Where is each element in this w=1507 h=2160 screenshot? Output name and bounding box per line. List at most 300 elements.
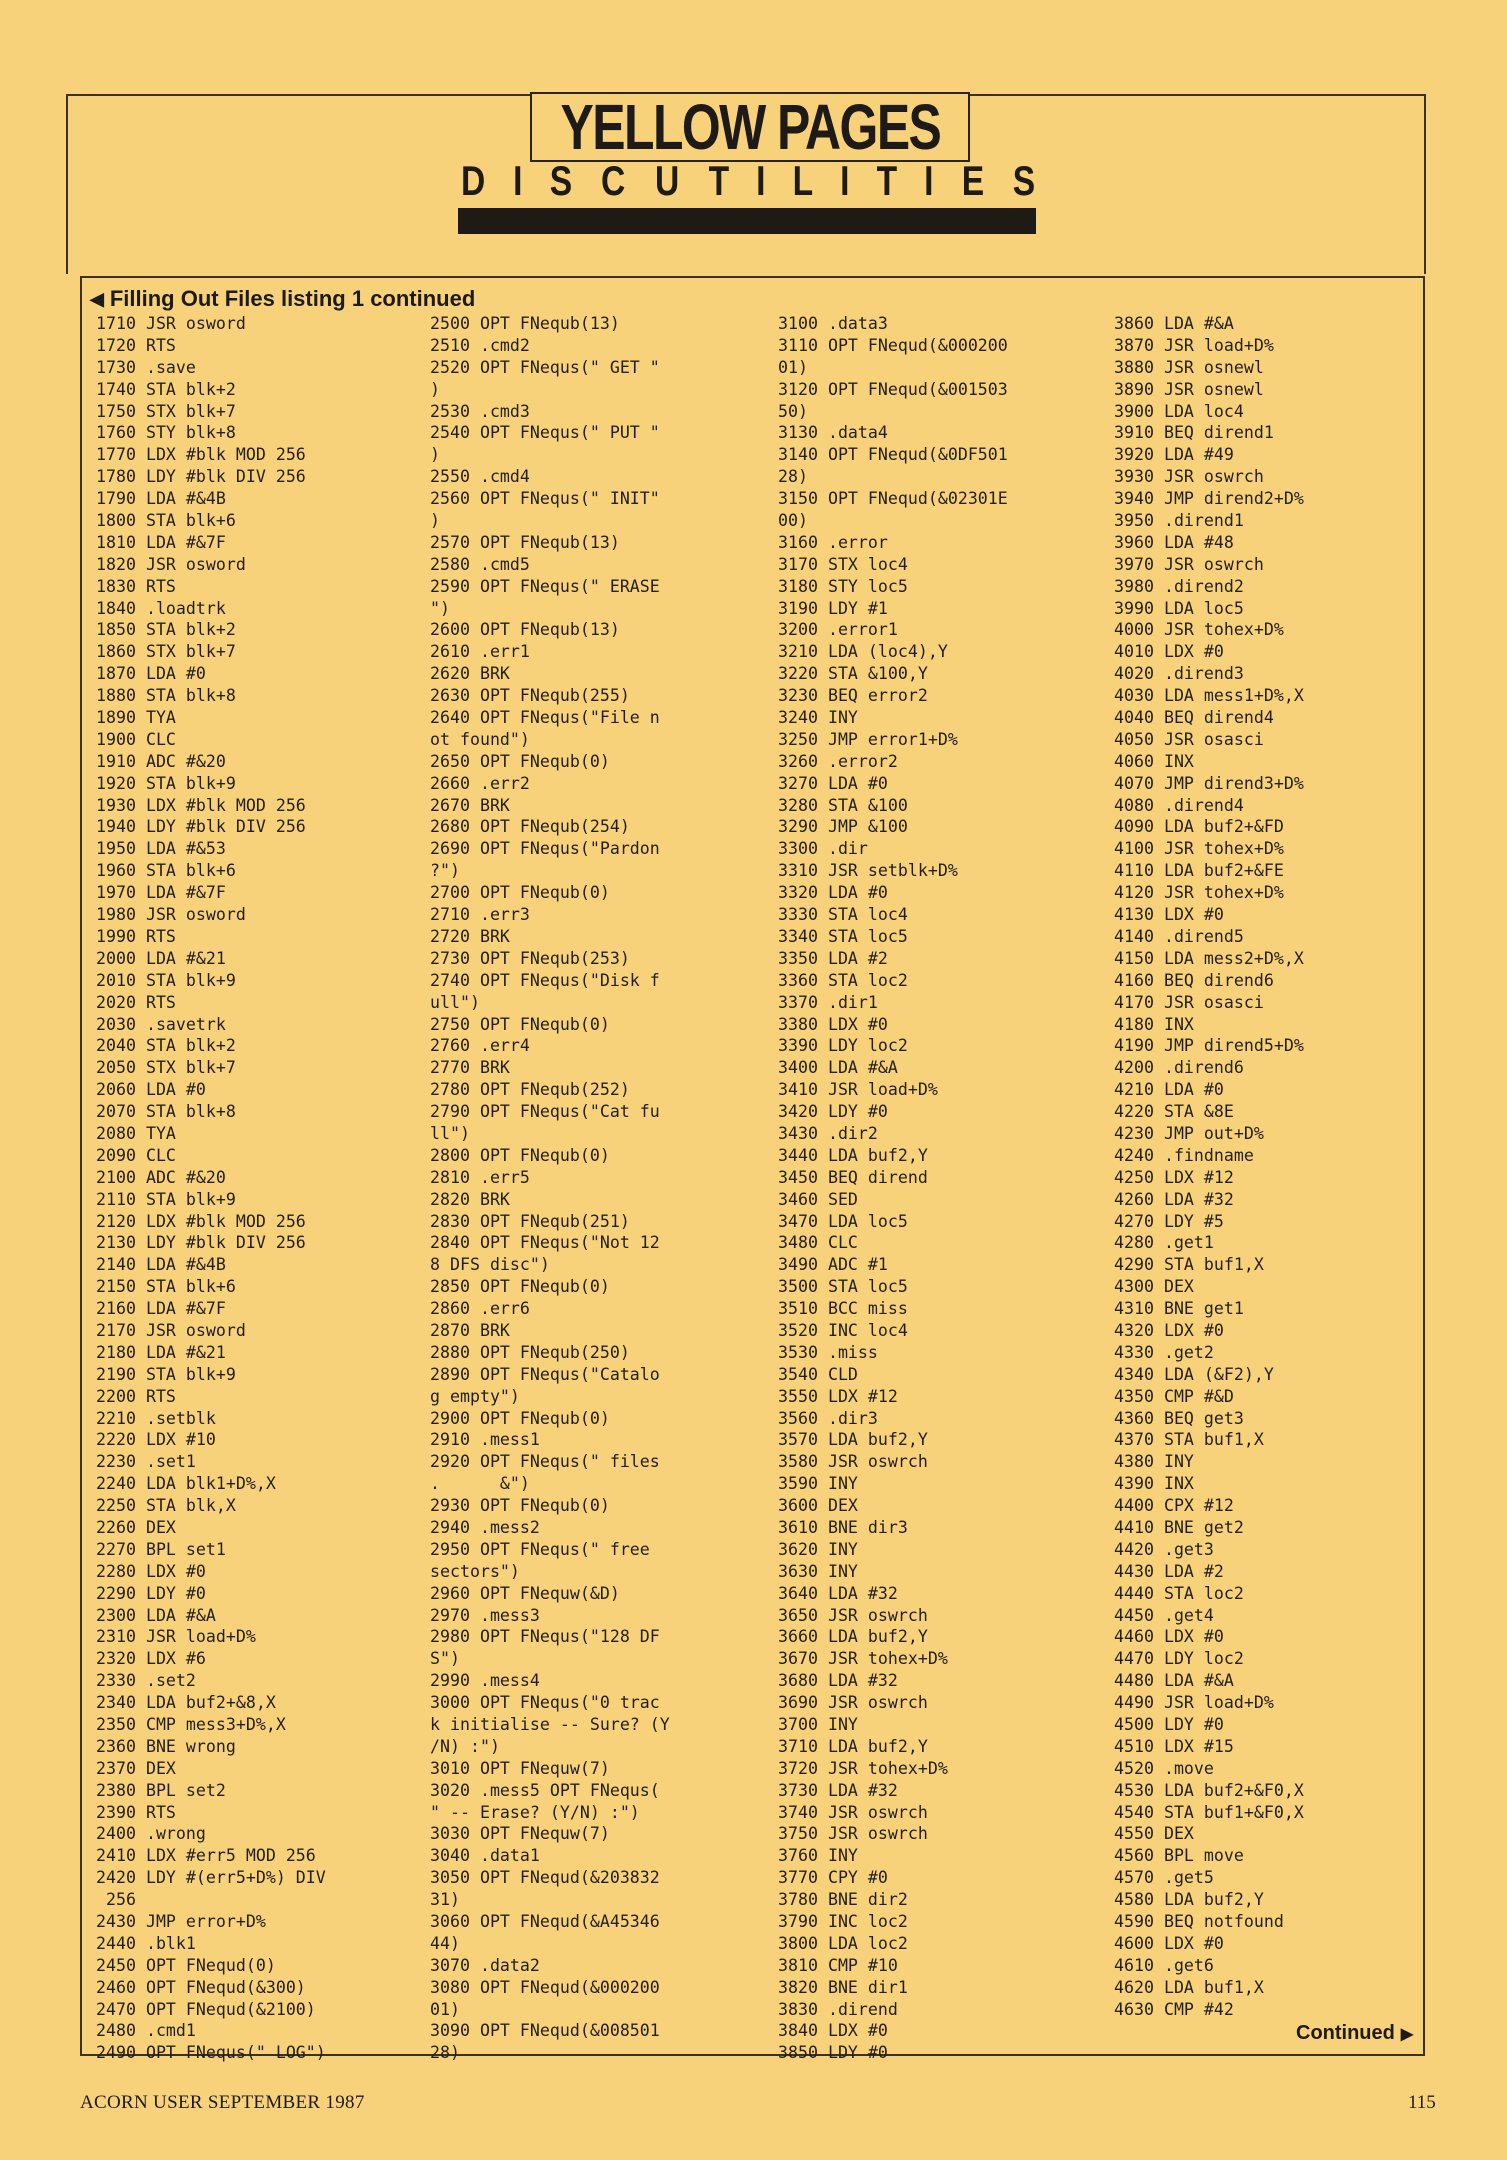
code-line: 1950 LDA #&53	[96, 839, 226, 859]
code-line: 3440 LDA buf2,Y	[778, 1145, 928, 1165]
forward-arrow-icon: ▶	[1400, 2025, 1414, 2043]
code-line: ")	[430, 598, 450, 618]
code-line: 4070 JMP dirend3+D%	[1114, 773, 1304, 793]
code-line: 3850 LDY #0	[778, 2043, 888, 2063]
code-line: 3360 STA loc2	[778, 970, 908, 990]
code-line: 3300 .dir	[778, 839, 868, 859]
code-line: 2570 OPT FNequb(13)	[430, 532, 620, 552]
code-line: 4260 LDA #32	[1114, 1189, 1234, 1209]
code-line: 3590 INY	[778, 1474, 858, 1494]
code-line: ull")	[430, 992, 480, 1012]
code-line: 3520 INC loc4	[778, 1320, 908, 1340]
code-line: )	[430, 511, 440, 531]
code-line: 3450 BEQ dirend	[778, 1167, 928, 1187]
code-line: 2980 OPT FNequs("128 DF	[430, 1627, 660, 1647]
code-line: 2810 .err5	[430, 1167, 530, 1187]
code-line: 2520 OPT FNequs(" GET "	[430, 357, 660, 377]
code-line: 3140 OPT FNequd(&0DF501	[778, 445, 1008, 465]
code-line: 2100 ADC #&20	[96, 1167, 226, 1187]
subtitle-letter: I	[512, 157, 523, 204]
code-line: 2070 STA blk+8	[96, 1102, 236, 1122]
subtitle-letter: T	[876, 157, 898, 204]
code-line: 4550 DEX	[1114, 1824, 1194, 1844]
code-line: 2160 LDA #&7F	[96, 1299, 226, 1319]
code-line: 2380 BPL set2	[96, 1780, 226, 1800]
code-line: 3170 STX loc4	[778, 554, 908, 574]
code-line: 2700 OPT FNequb(0)	[430, 883, 610, 903]
code-line: 2200 RTS	[96, 1386, 176, 1406]
code-line: 2130 LDY #blk DIV 256	[96, 1233, 306, 1253]
code-line: 3930 JSR oswrch	[1114, 467, 1264, 487]
code-line: 2390 RTS	[96, 1802, 176, 1822]
code-line: 4220 STA &8E	[1114, 1102, 1234, 1122]
code-line: 2480 .cmd1	[96, 2021, 196, 2041]
code-line: 3320 LDA #0	[778, 883, 888, 903]
code-line: 3700 INY	[778, 1715, 858, 1734]
code-line: 2990 .mess4	[430, 1671, 540, 1691]
code-line: 4480 LDA #&A	[1114, 1671, 1234, 1691]
code-line: 1720 RTS	[96, 335, 176, 355]
code-line: 2420 LDY #(err5+D%) DIV	[96, 1868, 326, 1888]
code-line: 3400 LDA #&A	[778, 1058, 898, 1078]
code-line: 2860 .err6	[430, 1299, 530, 1319]
code-line: 3190 LDY #1	[778, 598, 888, 618]
code-line: 2630 OPT FNequb(255)	[430, 686, 630, 706]
code-line: 3990 LDA loc5	[1114, 598, 1244, 618]
code-line: 1750 STX blk+7	[96, 401, 236, 421]
code-line: 3980 .dirend2	[1114, 576, 1244, 596]
code-line: 3060 OPT FNequd(&A45346	[430, 1912, 660, 1932]
code-line: 3200 .error1	[778, 620, 898, 640]
code-line: 2620 BRK	[430, 664, 510, 684]
title-box	[530, 92, 970, 162]
code-line: 4500 LDY #0	[1114, 1715, 1224, 1734]
code-line: 3950 .dirend1	[1114, 511, 1244, 531]
code-line: 4360 BEQ get3	[1114, 1408, 1244, 1428]
code-line: 31)	[430, 1890, 460, 1910]
code-line: 3730 LDA #32	[778, 1780, 898, 1800]
code-line: 00)	[778, 511, 808, 531]
code-line: 1860 STX blk+7	[96, 642, 236, 662]
code-line: 4030 LDA mess1+D%,X	[1114, 686, 1304, 706]
subtitle-letter: S	[549, 157, 573, 204]
code-line: 3880 JSR osnewl	[1114, 357, 1264, 377]
code-line: 2840 OPT FNequs("Not 12	[430, 1233, 660, 1253]
code-line: 2940 .mess2	[430, 1517, 540, 1537]
code-line: 3370 .dir1	[778, 992, 878, 1012]
code-line: 3810 CMP #10	[778, 1955, 898, 1975]
code-line: 2490 OPT FNequs(" LOG")	[96, 2043, 326, 2063]
code-line: /N) :")	[430, 1736, 500, 1756]
code-line: 44)	[430, 1933, 460, 1953]
code-line: 3260 .error2	[778, 751, 898, 771]
code-line: 2350 CMP mess3+D%,X	[96, 1715, 286, 1734]
code-line: 2600 OPT FNequb(13)	[430, 620, 620, 640]
footer-publication: ACORN USER SEPTEMBER 1987	[80, 2092, 365, 2113]
code-line: 2680 OPT FNequb(254)	[430, 817, 630, 837]
code-line: 3840 LDX #0	[778, 2021, 888, 2041]
code-line: 3490 ADC #1	[778, 1255, 888, 1275]
subtitle-letter: C	[601, 157, 626, 204]
code-line: 4620 LDA buf1,X	[1114, 1977, 1264, 1997]
code-line: 3780 BNE dir2	[778, 1890, 908, 1910]
code-line: 4190 JMP dirend5+D%	[1114, 1036, 1304, 1056]
code-line: 01)	[778, 357, 808, 377]
code-line: 3080 OPT FNequd(&000200	[430, 1977, 660, 1997]
code-line: 3640 LDA #32	[778, 1583, 898, 1603]
code-line: 2040 STA blk+2	[96, 1036, 236, 1056]
footer-page-number: 115	[1408, 2092, 1436, 2113]
page-title: YELLOW PAGES	[560, 91, 940, 163]
code-line: 3790 INC loc2	[778, 1912, 908, 1932]
code-line: 2440 .blk1	[96, 1933, 196, 1953]
code-line: 1960 STA blk+6	[96, 861, 236, 881]
code-line: 1990 RTS	[96, 926, 176, 946]
code-line: 2080 TYA	[96, 1123, 176, 1143]
code-line: 4010 LDX #0	[1114, 642, 1224, 662]
code-line: 2790 OPT FNequs("Cat fu	[430, 1102, 660, 1122]
code-line: )	[430, 445, 440, 465]
listing-column-4	[1114, 313, 1450, 2020]
code-line: 2360 BNE wrong	[96, 1736, 236, 1756]
code-line: 2880 OPT FNequb(250)	[430, 1342, 630, 1362]
code-line: 2760 .err4	[430, 1036, 530, 1056]
code-line: 4160 BEQ dirend6	[1114, 970, 1274, 990]
code-line: 3500 STA loc5	[778, 1277, 908, 1297]
code-line: 3910 BEQ dirend1	[1114, 423, 1274, 443]
code-line: 2590 OPT FNequs(" ERASE	[430, 576, 660, 596]
code-line: 3470 LDA loc5	[778, 1211, 908, 1231]
code-line: 4330 .get2	[1114, 1342, 1214, 1362]
code-line: 2720 BRK	[430, 926, 510, 946]
continued-label	[1296, 2022, 1413, 2045]
code-line: 1890 TYA	[96, 708, 176, 728]
code-line: 1790 LDA #&4B	[96, 489, 226, 509]
code-line: 4280 .get1	[1114, 1233, 1214, 1253]
code-line: 3110 OPT FNequd(&000200	[778, 335, 1008, 355]
code-line: 2340 LDA buf2+&8,X	[96, 1693, 276, 1713]
code-line: 1930 LDX #blk MOD 256	[96, 795, 306, 815]
code-line: ot found")	[430, 729, 530, 749]
code-line: 3040 .data1	[430, 1846, 540, 1866]
code-line: 2060 LDA #0	[96, 1080, 206, 1100]
code-line: 3010 OPT FNequw(7)	[430, 1758, 610, 1778]
code-line: 4050 JSR osasci	[1114, 729, 1264, 749]
code-line: 2900 OPT FNequb(0)	[430, 1408, 610, 1428]
code-line: 3570 LDA buf2,Y	[778, 1430, 928, 1450]
code-line: 2610 .err1	[430, 642, 530, 662]
code-line: 4270 LDY #5	[1114, 1211, 1224, 1231]
code-line: 3250 JMP error1+D%	[778, 729, 958, 749]
code-line: 2820 BRK	[430, 1189, 510, 1209]
code-line: 3460 SED	[778, 1189, 858, 1209]
code-line: 4140 .dirend5	[1114, 926, 1244, 946]
code-line: 4250 LDX #12	[1114, 1167, 1234, 1187]
code-line: 3620 INY	[778, 1539, 858, 1559]
code-line: 4150 LDA mess2+D%,X	[1114, 948, 1304, 968]
code-line: 3240 INY	[778, 708, 858, 728]
code-line: 01)	[430, 1999, 460, 2019]
code-line: 3900 LDA loc4	[1114, 401, 1244, 421]
code-line: 28)	[778, 467, 808, 487]
code-line: 4060 INX	[1114, 751, 1194, 771]
code-line: 3420 LDY #0	[778, 1102, 888, 1122]
code-line: 50)	[778, 401, 808, 421]
code-line: 2270 BPL set1	[96, 1539, 226, 1559]
code-line: sectors")	[430, 1561, 520, 1581]
code-line: 2250 STA blk,X	[96, 1496, 236, 1516]
code-line: 2320 LDX #6	[96, 1649, 206, 1669]
code-line: 2550 .cmd4	[430, 467, 530, 487]
code-line: 4000 JSR tohex+D%	[1114, 620, 1284, 640]
code-line: 3750 JSR oswrch	[778, 1824, 928, 1844]
code-line: 3100 .data3	[778, 314, 888, 333]
code-line: 3310 JSR setblk+D%	[778, 861, 958, 881]
code-line: 2330 .set2	[96, 1671, 196, 1691]
code-line: 3160 .error	[778, 532, 888, 552]
code-line: 4560 BPL move	[1114, 1846, 1244, 1866]
code-line: 2690 OPT FNequs("Pardon	[430, 839, 660, 859]
subtitle-letter: I	[924, 157, 934, 204]
code-line: 4180 INX	[1114, 1014, 1194, 1034]
code-line: 3340 STA loc5	[778, 926, 908, 946]
code-line: 3970 JSR oswrch	[1114, 554, 1264, 574]
code-line: 4340 LDA (&F2),Y	[1114, 1364, 1274, 1384]
code-line: 2150 STA blk+6	[96, 1277, 236, 1297]
code-line: 3410 JSR load+D%	[778, 1080, 938, 1100]
code-line: 2800 OPT FNequb(0)	[430, 1145, 610, 1165]
code-line: 2020 RTS	[96, 992, 176, 1012]
code-line: 2050 STX blk+7	[96, 1058, 236, 1078]
code-line: 2870 BRK	[430, 1320, 510, 1340]
code-line: 2470 OPT FNequd(&2100)	[96, 1999, 316, 2019]
code-line: 3680 LDA #32	[778, 1671, 898, 1691]
code-line: 4110 LDA buf2+&FE	[1114, 861, 1284, 881]
code-line: 1760 STY blk+8	[96, 423, 236, 443]
code-line: ?")	[430, 861, 460, 881]
code-line: 2280 LDX #0	[96, 1561, 206, 1581]
code-line: 3540 CLD	[778, 1364, 858, 1384]
code-line: . &")	[430, 1474, 530, 1494]
code-line: 1820 JSR osword	[96, 554, 246, 574]
code-line: 4090 LDA buf2+&FD	[1114, 817, 1284, 837]
code-line: 2890 OPT FNequs("Catalo	[430, 1364, 660, 1384]
subtitle-letter: I	[756, 157, 766, 204]
code-line: 4020 .dirend3	[1114, 664, 1244, 684]
code-line: 4630 CMP #42	[1114, 1999, 1234, 2019]
code-line: 3020 .mess5 OPT FNequs(	[430, 1780, 660, 1800]
code-line: 4290 STA buf1,X	[1114, 1255, 1264, 1275]
code-line: 3800 LDA loc2	[778, 1933, 908, 1953]
code-line: 2140 LDA #&4B	[96, 1255, 226, 1275]
code-line: 2000 LDA #&21	[96, 948, 226, 968]
code-line: 4420 .get3	[1114, 1539, 1214, 1559]
code-line: 2430 JMP error+D%	[96, 1912, 266, 1932]
code-line: 3000 OPT FNequs("0 trac	[430, 1693, 660, 1713]
code-line: 4310 BNE get1	[1114, 1299, 1244, 1319]
code-line: 3560 .dir3	[778, 1408, 878, 1428]
code-line: 3630 INY	[778, 1561, 858, 1581]
subtitle-letter: T	[708, 157, 729, 204]
code-line: 3230 BEQ error2	[778, 686, 928, 706]
code-line: 4610 .get6	[1114, 1955, 1214, 1975]
code-line: 2410 LDX #err5 MOD 256	[96, 1846, 316, 1866]
continued-text: Continued	[1296, 2022, 1395, 2044]
code-line: 1840 .loadtrk	[96, 598, 226, 618]
code-line: 3050 OPT FNequd(&203832	[430, 1868, 660, 1888]
code-line: 1850 STA blk+2	[96, 620, 236, 640]
code-line: 2450 OPT FNequd(0)	[96, 1955, 276, 1975]
subtitle-bar	[458, 208, 1036, 234]
subtitle-letter: E	[961, 157, 984, 204]
code-line: 2730 OPT FNequb(253)	[430, 948, 630, 968]
code-line: 2710 .err3	[430, 905, 530, 925]
code-line: 4100 JSR tohex+D%	[1114, 839, 1284, 859]
code-line: 4410 BNE get2	[1114, 1517, 1244, 1537]
code-line: 3130 .data4	[778, 423, 888, 443]
code-line: 3430 .dir2	[778, 1123, 878, 1143]
code-line: 1970 LDA #&7F	[96, 883, 226, 903]
code-line: 3720 JSR tohex+D%	[778, 1758, 948, 1778]
code-line: 2830 OPT FNequb(251)	[430, 1211, 630, 1231]
code-line: 2740 OPT FNequs("Disk f	[430, 970, 660, 990]
code-line: 3090 OPT FNequd(&008501	[430, 2021, 660, 2041]
code-line: 3350 LDA #2	[778, 948, 888, 968]
code-line: 3860 LDA #&A	[1114, 314, 1234, 333]
code-line: ll")	[430, 1123, 470, 1143]
code-line: 2090 CLC	[96, 1145, 176, 1165]
listing-column-3	[778, 313, 1114, 2064]
code-line: 4430 LDA #2	[1114, 1561, 1224, 1581]
code-line: 3890 JSR osnewl	[1114, 379, 1264, 399]
code-line: 1980 JSR osword	[96, 905, 246, 925]
code-line: 4210 LDA #0	[1114, 1080, 1224, 1100]
code-line: 2370 DEX	[96, 1758, 176, 1778]
code-line: 2670 BRK	[430, 795, 510, 815]
code-line: 2780 OPT FNequb(252)	[430, 1080, 630, 1100]
code-line: 3530 .miss	[778, 1342, 878, 1362]
code-line: 3390 LDY loc2	[778, 1036, 908, 1056]
code-line: 1810 LDA #&7F	[96, 532, 226, 552]
code-line: 2510 .cmd2	[430, 335, 530, 355]
code-line: 2920 OPT FNequs(" files	[430, 1452, 660, 1472]
code-line: 3220 STA &100,Y	[778, 664, 928, 684]
code-line: 3920 LDA #49	[1114, 445, 1234, 465]
code-line: 3210 LDA (loc4),Y	[778, 642, 948, 662]
subtitle-letter: I	[840, 157, 850, 204]
code-line: 2120 LDX #blk MOD 256	[96, 1211, 306, 1231]
code-line: k initialise -- Sure? (Y	[430, 1715, 670, 1734]
code-line: 4230 JMP out+D%	[1114, 1123, 1264, 1143]
code-line: 3030 OPT FNequw(7)	[430, 1824, 610, 1844]
code-line: 3940 JMP dirend2+D%	[1114, 489, 1304, 509]
code-line: 4540 STA buf1+&F0,X	[1114, 1802, 1304, 1822]
code-line: 3770 CPY #0	[778, 1868, 888, 1888]
code-line: 3290 JMP &100	[778, 817, 908, 837]
code-line: 2170 JSR osword	[96, 1320, 246, 1340]
code-line: 1800 STA blk+6	[96, 511, 236, 531]
code-line: 3690 JSR oswrch	[778, 1693, 928, 1713]
subtitle-letter: D	[461, 157, 486, 204]
code-line: S")	[430, 1649, 460, 1669]
code-line: 2030 .savetrk	[96, 1014, 226, 1034]
code-line: 4170 JSR osasci	[1114, 992, 1264, 1012]
code-line: 4130 LDX #0	[1114, 905, 1224, 925]
code-line: 2500 OPT FNequb(13)	[430, 314, 620, 333]
code-line: 3580 JSR oswrch	[778, 1452, 928, 1472]
code-line: 4080 .dirend4	[1114, 795, 1244, 815]
code-line: 3280 STA &100	[778, 795, 908, 815]
code-line: 1910 ADC #&20	[96, 751, 226, 771]
code-line: 4390 INX	[1114, 1474, 1194, 1494]
code-line: 1940 LDY #blk DIV 256	[96, 817, 306, 837]
listing-heading-text: Filling Out Files listing 1 continued	[109, 286, 476, 311]
code-line: 4470 LDY loc2	[1114, 1649, 1244, 1669]
code-line: 3380 LDX #0	[778, 1014, 888, 1034]
code-line: 3070 .data2	[430, 1955, 540, 1975]
code-line: 3760 INY	[778, 1846, 858, 1866]
code-line: 2400 .wrong	[96, 1824, 206, 1844]
code-line: 4380 INY	[1114, 1452, 1194, 1472]
code-line: 4520 .move	[1114, 1758, 1214, 1778]
code-line: 2970 .mess3	[430, 1605, 540, 1625]
code-line: 1870 LDA #0	[96, 664, 206, 684]
code-line: 3270 LDA #0	[778, 773, 888, 793]
code-line: 2750 OPT FNequb(0)	[430, 1014, 610, 1034]
code-line: 4040 BEQ dirend4	[1114, 708, 1274, 728]
code-line: 2010 STA blk+9	[96, 970, 236, 990]
code-line: 4490 JSR load+D%	[1114, 1693, 1274, 1713]
code-line: 2660 .err2	[430, 773, 530, 793]
listing-column-2	[430, 313, 766, 2064]
code-line: 3150 OPT FNequd(&02301E	[778, 489, 1008, 509]
code-line: 3710 LDA buf2,Y	[778, 1736, 928, 1756]
code-line: 2300 LDA #&A	[96, 1605, 216, 1625]
code-line: 4450 .get4	[1114, 1605, 1214, 1625]
code-line: 2530 .cmd3	[430, 401, 530, 421]
code-line: 2910 .mess1	[430, 1430, 540, 1450]
code-line: 3480 CLC	[778, 1233, 858, 1253]
code-line: 4350 CMP #&D	[1114, 1386, 1234, 1406]
code-line: 2260 DEX	[96, 1517, 176, 1537]
code-line: 2650 OPT FNequb(0)	[430, 751, 610, 771]
listing-column-1	[96, 313, 432, 2064]
code-line: 3960 LDA #48	[1114, 532, 1234, 552]
code-line: 2850 OPT FNequb(0)	[430, 1277, 610, 1297]
code-line: 256	[96, 1890, 136, 1910]
code-line: 1830 RTS	[96, 576, 176, 596]
code-line: 2110 STA blk+9	[96, 1189, 236, 1209]
subtitle-letter: S	[1012, 157, 1036, 204]
code-line: 1770 LDX #blk MOD 256	[96, 445, 306, 465]
code-line: 1740 STA blk+2	[96, 379, 236, 399]
code-line: 2930 OPT FNequb(0)	[430, 1496, 610, 1516]
code-line: 2310 JSR load+D%	[96, 1627, 256, 1647]
code-line: 2230 .set1	[96, 1452, 196, 1472]
code-line: 1730 .save	[96, 357, 196, 377]
code-line: " -- Erase? (Y/N) :")	[430, 1802, 640, 1822]
code-line: 4320 LDX #0	[1114, 1320, 1224, 1340]
code-line: 3660 LDA buf2,Y	[778, 1627, 928, 1647]
section-subtitle	[458, 157, 1038, 204]
code-line: 2220 LDX #10	[96, 1430, 216, 1450]
code-line: 3550 LDX #12	[778, 1386, 898, 1406]
code-line: g empty")	[430, 1386, 520, 1406]
code-line: 4590 BEQ notfound	[1114, 1912, 1284, 1932]
code-line: 4200 .dirend6	[1114, 1058, 1244, 1078]
code-line: 3330 STA loc4	[778, 905, 908, 925]
code-line: 2190 STA blk+9	[96, 1364, 236, 1384]
